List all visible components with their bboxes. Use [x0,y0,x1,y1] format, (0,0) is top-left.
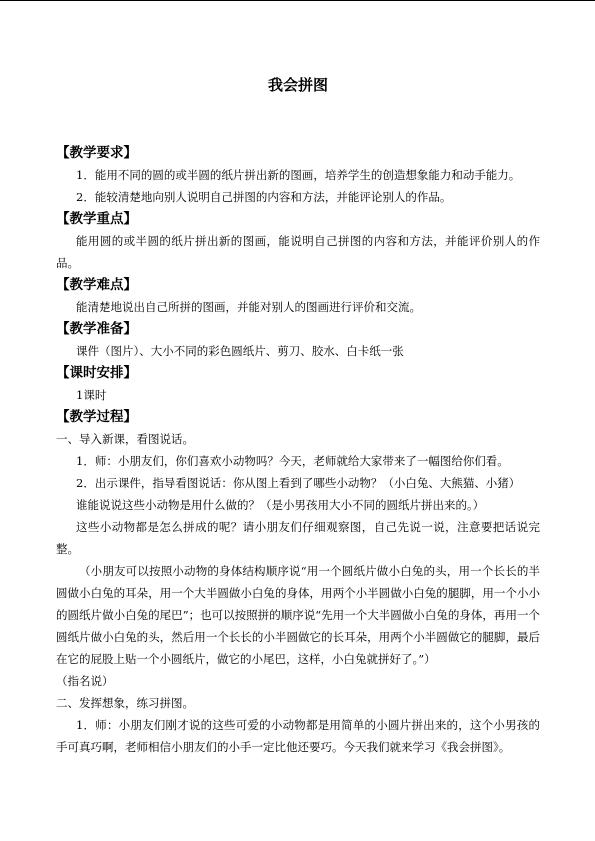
paragraph: 能清楚地说出自己所拼的图画，并能对别人的图画进行评价和交流。 [76,300,421,314]
paragraph: 1．师：小朋友们，你们喜欢小动物吗？今天，老师就给大家带来了一幅图给你们看。 [76,454,509,468]
section-heading-process: 【教学过程】 [56,409,137,425]
paragraph: 二、发挥想象，练习拼图。 [56,696,194,710]
paragraph: 2．能较清楚地向别人说明自己拼图的内容和方法，并能评论别人的作品。 [76,190,452,204]
paragraph: （指名说） [56,674,114,688]
section-heading-schedule: 【课时安排】 [56,365,137,381]
paragraph: 1．能用不同的圆的或半圆的纸片拼出新的图画，培养学生的创造想象能力和动手能力。 [76,168,521,182]
section-heading-difficulties: 【教学难点】 [56,277,137,293]
paragraph: 2．出示课件，指导看图说话：你从图上看到了哪些小动物？（小白兔、大熊猫、小猪） [76,476,521,490]
paragraph: 这些小动物都是怎么拼成的呢？请小朋友们仔细观察图，自己先说一说，注意要把话说完整。 [56,520,540,556]
paragraph: （小朋友可以按照小动物的身体结构顺序说“用一个圆纸片做小白兔的头，用一个长长的半圆做小白兔的耳朵，用一个大半圆做小白兔的身体，用两个小半圆做小白兔的腿脚，用一个小小的圆纸片做小白兔的尾巴”；也可以按照拼的顺序说“先用一个大半圆做小白兔的身体，再用一个圆纸片做小白兔的头，然后用一个长长的小半圆做它的长耳朵，用两个小半圆做它的腿脚，最后在它的屁股上贴一个小圆纸片，做它的小尾巴，这样，小白兔就拼好了。”） [56,564,540,666]
paragraph: 能用圆的或半圆的纸片拼出新的图画，能说明自己拼图的内容和方法，并能评价别人的作品。 [56,234,540,270]
paragraph: 一、导入新课，看图说话。 [56,432,194,446]
document-title: 我会拼图 [267,76,328,94]
document-body [56,142,540,758]
section-heading-key-points: 【教学重点】 [56,211,137,227]
section-heading-preparation: 【教学准备】 [56,321,137,337]
paragraph: 1课时 [76,388,107,402]
section-heading-requirements: 【教学要求】 [56,145,137,161]
paragraph: 谁能说说这些小动物是用什么做的？（是小男孩用大小不同的圆纸片拼出来的。） [76,498,485,512]
paragraph: 1．师：小朋友们刚才说的这些可爱的小动物都是用简单的小圆片拼出来的，这个小男孩的手可真巧啊，老师相信小朋友们的小手一定比他还要巧。今天我们就来学习《我会拼图》。 [56,718,540,754]
header-rule [0,0,595,1]
paragraph: 课件（图片）、大小不同的彩色圆纸片、剪刀、胶水、白卡纸一张 [76,344,404,358]
